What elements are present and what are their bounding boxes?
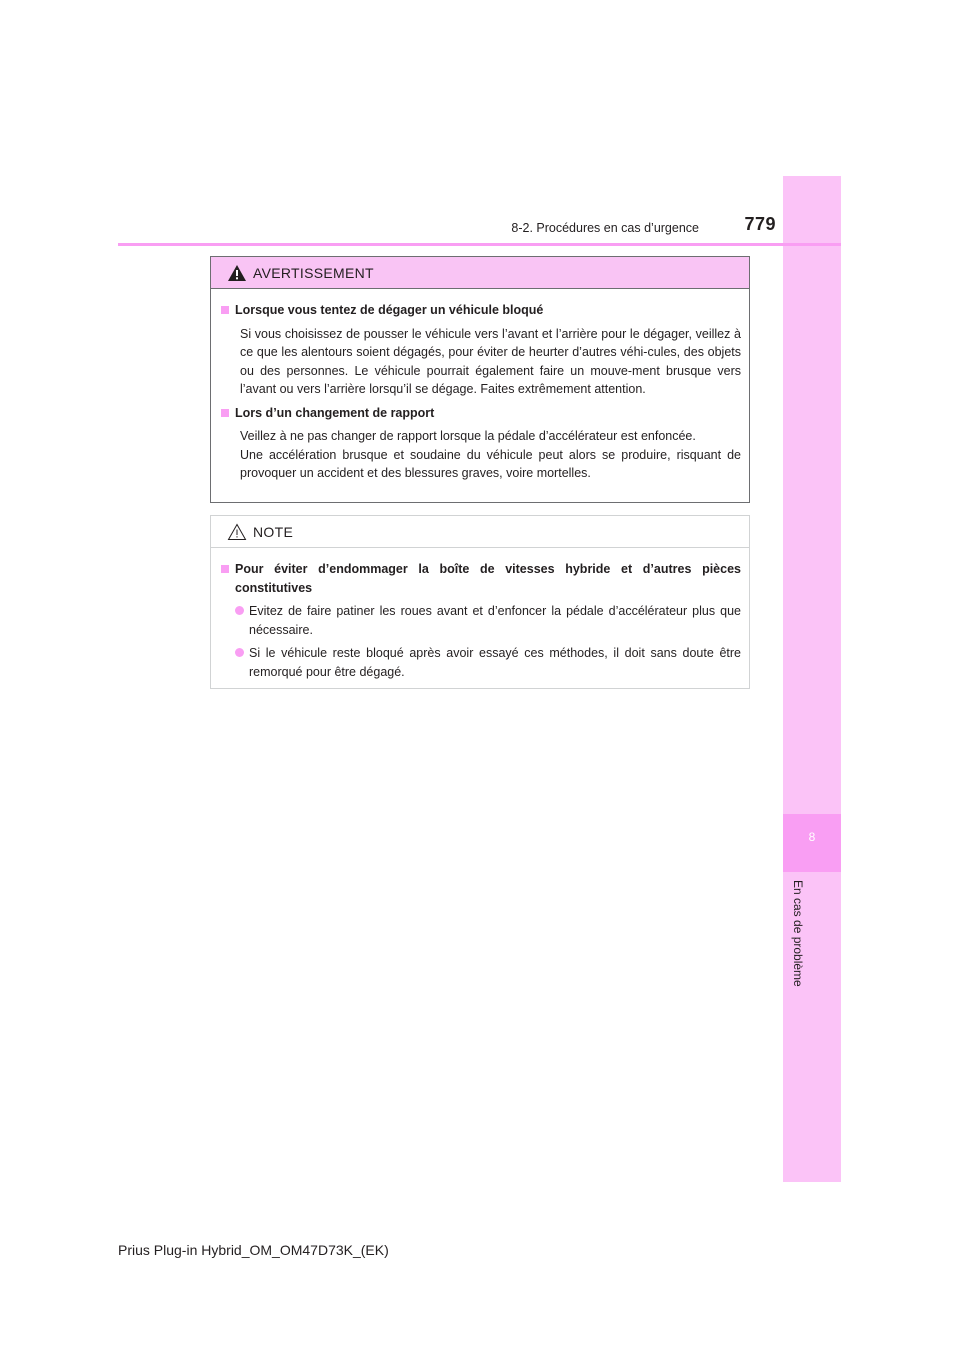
chapter-number: 8 [808, 830, 816, 844]
warning-item-heading [219, 301, 741, 320]
header-rule [118, 243, 841, 246]
caution-triangle-outline-icon [227, 523, 247, 541]
round-bullet-icon [235, 648, 244, 657]
warning-triangle-icon [227, 264, 247, 282]
warning-title: AVERTISSEMENT [253, 264, 374, 281]
warning-item-heading [219, 404, 741, 423]
page-number: 779 [744, 214, 776, 234]
note-heading [219, 560, 741, 597]
square-bullet-icon [221, 306, 229, 314]
warning-item-text: Veillez à ne pas changer de rapport lorsque la pédale d’accélérateur est enfoncée. [240, 429, 696, 443]
note-body [211, 548, 749, 681]
note-bullet [219, 644, 741, 681]
warning-item-heading-text: Lorsque vous tentez de dégager un véhicule bloqué [235, 303, 544, 317]
note-bullet-text: Evitez de faire patiner les roues avant et d’enfoncer la pédale d’accélérateur plus que nécessaire. [249, 604, 741, 637]
square-bullet-icon [221, 565, 229, 573]
warning-item-heading-text: Lors d’un changement de rapport [235, 405, 435, 420]
note-title: NOTE [253, 523, 294, 540]
warning-box [210, 256, 750, 503]
side-tab-strip [783, 176, 841, 1182]
round-bullet-icon [235, 606, 244, 615]
square-bullet-icon [221, 409, 229, 417]
footer-document-id: Prius Plug-in Hybrid_OM_OM47D73K_(EK) [118, 1242, 389, 1258]
warning-header [211, 257, 749, 289]
note-bullet-text: Si le véhicule reste bloqué après avoir essayé ces méthodes, il doit sans doute être remorqué pour être dégagé. [249, 646, 741, 679]
section-title: 8-2. Procédures en cas d’urgence [511, 221, 699, 235]
warning-item-text: Une accélération brusque et soudaine du véhicule peut alors se produire, risquant de provoquer un accident et des blessures graves, voire mortelles. [240, 447, 741, 480]
chapter-label: En cas de problème [791, 880, 805, 987]
note-box [210, 515, 750, 689]
note-heading-text: Pour éviter d’endommager la boîte de vitesses hybride et d’autres pièces constitutives [235, 562, 741, 595]
note-bullet [219, 602, 741, 639]
note-header [211, 516, 749, 548]
warning-body [211, 289, 749, 483]
warning-item-text: Si vous choisissez de pousser le véhicule vers l’avant et l’arrière pour le dégager, veillez à ce que les alentours soient dégagés, pour éviter de heurter d’autres véhi-cules, des objets ou des personnes. Le véhicule pourrait également faire un mouve-ment brusque vers l’avant ou vers l’arrière lorsqu’il se dégage. Faites extrêmement attention. [240, 326, 741, 396]
